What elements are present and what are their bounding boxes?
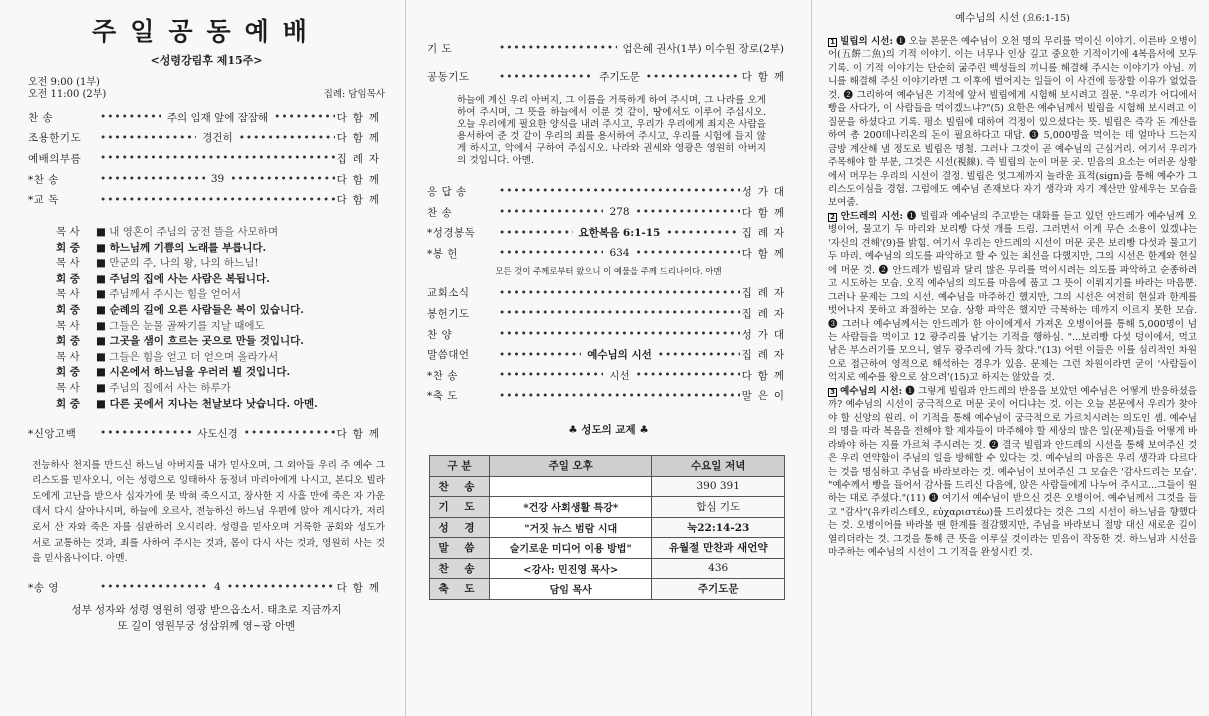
section-number-marker: 2 — [828, 213, 837, 222]
order-item — [427, 303, 790, 324]
order-detail: 주의 임재 앞에 잠잠해 — [166, 111, 269, 124]
reading-text: 주님의 집에서 사는 하루가 — [109, 381, 231, 394]
bullet-mark: ■ — [96, 366, 106, 379]
order-item — [28, 148, 385, 169]
section-heading: 예수님의 시선: — [840, 385, 903, 397]
order-leader: 다함께 — [741, 247, 791, 260]
order-label: 봉헌기도 — [427, 307, 470, 320]
reading-text: 만군의 주, 나의 왕, 나의 하느님! — [109, 257, 259, 270]
section-text: ❶ 빌립과 예수님의 주고받는 대화를 듣고 있던 안드레가 예수님께 오병이어, 물고기 두 마리와 보리빵 다섯 개를 드림. 그러면서 이게 무슨 소용이 있겠냐는 '자신의 견해'(9)를 밝힘. 여기서 우리는 안드레의 시선이 머문 곳은 보리빵 다섯과 물고기 두 마리. 예수님의 의도를 파악하고 할 수 있는 최선을 다했지만, 그의 시선은 한계와 현실에 머문 것. ❷ 안드레가 빌립과 달리 많은 무리를 먹이시려는 의도를 파악하고 순종하려고 시도하는 모습. 오직 예수님의 의도를 마음에 품고 그 뜻이 이뤄지기를 바라는 마음뿐. 그러나 문제는 그의 시선. 예수님을 마주하긴 했지만, 그의 시선은 여전히 현실과 한계를 벗어나지 못하고 좌절하는 모습. 상황 파악은 했지만 극복하는 데까지 이르지 못한 모습. ❸ 그러나 예수님께서는 안드레가 한 아이에게서 가져온 오병이어를 통해 5,000명이 넘는 사람들을 먹이고 12 광주리를 남기는 기적을 행하심. "...보리빵 다섯 덩이에서, 먹고 남은 부스러기를 모으니, 열두 광주리에 가득 찼다."(13) 어떤 이들은 이를 심리적인 차원으로 접근하여 영적으로 해석하는 경우가 있음. 문제는 그런 차원이라면 굳이 '사람들이 억지로 예수를 왕으로 삼으려'(15)고 하지는 않았을 것. — [828, 210, 1197, 384]
order-label: 찬 송 — [427, 206, 453, 219]
reader-role: 회 중 — [56, 303, 80, 316]
schedule-row-label: 축 도 — [430, 579, 490, 600]
reading-text: 그곳을 샘이 흐르는 곳으로 만들 것입니다. — [109, 335, 304, 348]
responsive-line — [56, 333, 385, 349]
bullet-mark: ■ — [96, 381, 106, 394]
reader-role: 목 사 — [56, 225, 80, 238]
service-times-row — [28, 77, 385, 101]
order-item — [28, 423, 385, 444]
bullet-mark: ■ — [96, 319, 106, 332]
order-leader: 집례자 — [741, 307, 790, 320]
schedule-row — [430, 579, 785, 600]
order-label: 예배의부름 — [28, 152, 82, 165]
schedule-row — [430, 497, 785, 518]
order-of-service-1 — [28, 107, 385, 210]
schedule-table — [429, 455, 785, 600]
section-number-marker: 1 — [828, 38, 837, 47]
sermon-header — [828, 10, 1197, 25]
responsive-line — [56, 255, 385, 271]
service-time-1: 오전 9:00 (1부) — [28, 77, 100, 88]
order-leader: 다함께 — [336, 194, 385, 207]
section-heading: 안드레의 시선: — [840, 210, 904, 222]
order-label: *찬 송 — [427, 369, 458, 382]
order-detail: 39 — [210, 173, 225, 186]
bullet-mark: ■ — [96, 335, 106, 348]
bullet-mark: ■ — [96, 257, 106, 270]
schedule-header: 구 분 — [430, 456, 490, 477]
order-detail: 주기도문 — [599, 71, 640, 84]
reading-text: 그들은 힘을 얻고 더 얻으며 올라가서 — [109, 350, 279, 363]
order-item — [427, 67, 790, 88]
schedule-row-label: 성 경 — [430, 517, 490, 538]
bullet-mark: ■ — [96, 350, 106, 363]
schedule-header: 수요일 저녁 — [652, 456, 785, 477]
reader-role: 목 사 — [56, 288, 80, 301]
responsive-reading — [28, 224, 385, 411]
order-label: *송 영 — [28, 581, 59, 594]
sunday-cell: "거짓 뉴스 범람 시대 — [490, 517, 652, 538]
page-title: 주일공동예배 — [92, 17, 321, 46]
scripture-reading: 요한복음 6:1-15 — [578, 227, 661, 240]
bulletin-column-1 — [0, 0, 405, 716]
order-item — [427, 365, 790, 386]
order-detail: 사도신경 — [197, 427, 238, 440]
order-label: 찬 양 — [427, 328, 453, 341]
reader-role: 목 사 — [56, 350, 80, 363]
schedule-row-label: 찬 송 — [430, 476, 490, 497]
order-item — [427, 202, 790, 223]
schedule-row — [430, 558, 785, 579]
apostles-creed-text: 전능하사 천지를 만드신 하느님 아버지를 내가 믿사오며, 그 외아들 우리 주 예수 그리스도를 믿사오니, 이는 성령으로 잉태하사 동정녀 마리아에게 나시고, 본디오 빌라도에게 고난을 받으사 십자가에 못 박혀 죽으시고, 장사한 지 사흘 만에 죽은 자 가운데서 다시 살아나시며, 하늘에 오르사, 전능하신 하느님 우편에 앉아 계시다가, 저리로서 산 자와 죽은 자를 심판하러 오시리라. 성령을 믿사오며 거룩한 공회와 성도가 서로 교통하는 것과, 죄를 사하여 주시는 것과, 몸이 다시 사는 것과, 영원히 사는 것을 믿사옵나이다. 아멘. — [32, 459, 385, 565]
wednesday-cell: 합심 기도 — [652, 497, 785, 518]
order-label: 응 답 송 — [427, 185, 467, 198]
order-item — [427, 344, 790, 365]
section-text: ❶ 그렇게 빌립과 안드레의 반응을 보았던 예수님은 어떻게 반응하셨을까? 예수님의 시선이 궁극적으로 머문 곳이 어디냐는 것. 이는 오늘 본문에서 우리가 찾아야 할 신앙의 원리. 이 기적을 통해 예수님이 궁극적으로 가르치시려는 의도인 셈. 예수님의 명을 따라 복음을 전해야 할 제자들이 마주해야 할 세상의 많은 일(문제)들을 어떻게 바라봐야 하는 지를 가르쳐 주시려는 것. ❷ 결국 빌립과 안드레의 시선을 통해 보여주신 것은 우리 연약함이 주님의 일을 방해할 수 있다는 것. 예수님의 마음은 우리 생각과 다르다는 것을 명심하고 주님을 바라보라는 것. 예수님이 보여주신 그 모습은 '감사드리는 모습'. "예수께서 빵을 들어서 감사를 드리신 다음에, 앉은 사람들에게 나누어 주시고...그들이 원하는 대로 주셨다."(11) ❸ 여기서 예수님이 받으신 것은 오병이어. 예수님께서 그것을 들고 "감사"(유카리스테오, εὐχαριστέω)를 드리셨다는 것은 그의 시선이 하느님을 향했다는 것. 오병이어를 바라볼 땐 한계를 절감했지만, 주님을 바라보니 절망 대신 새로운 길이 열리더라는 것. 그것을 통해 큰 뜻을 이루실 것이라는 믿음이 작동한 것. 하느님과 시선을 마주하는 예수님의 시선이 그 기적을 완성시킨 것. — [828, 385, 1197, 559]
sermon-section — [828, 385, 1197, 560]
responsive-line — [56, 364, 385, 380]
order-detail: 278 — [609, 206, 630, 219]
bullet-mark: ■ — [96, 225, 106, 238]
order-item — [28, 189, 385, 210]
reader-role: 회 중 — [56, 272, 80, 285]
order-leader: 다함께 — [741, 206, 791, 219]
order-leader: 집례자 — [741, 287, 790, 300]
schedule-header-row — [430, 456, 785, 477]
order-leader: 집례자 — [336, 152, 385, 165]
sermon-section — [828, 210, 1197, 385]
reading-text: 시온에서 하느님을 우러러 뵐 것입니다. — [109, 366, 291, 379]
reading-text: 주님께서 주시는 힘을 얻어서 — [109, 288, 241, 301]
order-label: *교 독 — [28, 194, 59, 207]
section-number-marker: 3 — [828, 388, 837, 397]
order-detail: 경건히 — [202, 132, 233, 145]
order-leader: 성가대 — [741, 185, 790, 198]
responsive-line — [56, 240, 385, 256]
sunday-cell — [490, 476, 652, 497]
wednesday-cell: 주기도문 — [652, 579, 785, 600]
sunday-cell: <강사: 민진영 목사> — [490, 558, 652, 579]
order-item — [28, 577, 385, 598]
order-item — [427, 283, 790, 304]
order-label: *성경봉독 — [427, 227, 476, 240]
order-leader: 집례자 — [741, 227, 790, 240]
order-label: 교회소식 — [427, 287, 470, 300]
section-text: ❶ 오늘 본문은 예수님이 오천 명의 무리를 먹이신 이야기. 이른바 오병이어(五餠二魚)의 기적 이야기. 이는 너무나 인상 깊고 중요한 기적이기에 4복음서에 모두 기록. 이 기적 이야기는 단순히 굶주린 백성들의 끼니를 해결해 주시는 이야기가 아님. 끼니를 해결해 주신 이야기라면 그 이후에 벌어지는 일들이 이 사건에 등장할 이유가 없었을 것. ❷ 그리하여 예수님은 기적에 앞서 빌립에게 시험해 보시려고 질문. "우리가 어디에서 빵을 사다가, 이 사람들을 먹이겠느냐?"(5) 요한은 예수님께서 빌립을 시험해 보시려고 이 질문을 하셨다고 기록. 평소 빌립에 대하여 걱정이 있으셨다는 뜻. 빌립은 즉각 돈 계산을 하여 총 200데나리온의 돈이 필요하다고 대답. ❸ 5,000명을 먹이는 데 얼마나 드는지 금방 계산해 낼 정도로 빌립은 명철. 그러나 그것이 곧 예수님의 근심거리. 여기서 우리가 주목해야 할 부분, 그것은 시선(視線). 즉 빌립의 눈이 머문 곳. 믿음의 요소는 여러운 상황에서 머무는 우리의 시선이 결정. 빌립은 엇그제까지 놀라운 표적(sign)을 통해 예수가 그리스도이심을 경험. 그럼에도 예수님 존재보다 자기 생각과 자기 계산만 앞세우는 모습을 보여줌. — [828, 36, 1197, 209]
reading-text: 순례의 길에 오른 사람들은 복이 있습니다. — [109, 303, 304, 316]
order-label: *신앙고백 — [28, 427, 77, 440]
sunday-cell: 담임 목사 — [490, 579, 652, 600]
order-leader: 다함께 — [336, 111, 385, 124]
order-label: 찬 송 — [28, 111, 54, 124]
fellowship-title: ♣ 성도의 교제 ♣ — [568, 424, 649, 437]
reader-role: 회 중 — [56, 241, 80, 254]
order-detail: 시선 — [609, 369, 630, 382]
reader-role: 회 중 — [56, 397, 80, 410]
order-label: 기 도 — [427, 42, 453, 55]
order-item — [427, 243, 790, 264]
order-leader: 다함께 — [336, 132, 385, 145]
reading-text: 다른 곳에서 지나는 천날보다 낫습니다. 아멘. — [109, 397, 318, 410]
schedule-header: 주일 오후 — [490, 456, 652, 477]
wednesday-cell: 436 — [652, 558, 785, 579]
order-label: 조용한기도 — [28, 132, 82, 145]
responsive-line — [56, 302, 385, 318]
doxology-line: 또 길이 영원무궁 성삼위께 영~광 아멘 — [117, 620, 296, 633]
sermon-reference: (요6:1-15) — [1022, 13, 1070, 24]
order-detail: 634 — [609, 247, 630, 260]
sermon-title: 예수님의 시선 — [955, 12, 1020, 24]
responsive-line — [56, 396, 385, 412]
sunday-cell: 슬기로운 미디어 이용 방법" — [490, 538, 652, 559]
order-item — [427, 181, 790, 202]
wednesday-cell: 눅22:14-23 — [652, 517, 785, 538]
bullet-mark: ■ — [96, 241, 106, 254]
reading-text: 내 영혼이 주님의 궁전 뜰을 사모하며 — [109, 225, 279, 238]
order-label: *찬 송 — [28, 173, 59, 186]
reader-role: 목 사 — [56, 319, 80, 332]
schedule-row — [430, 476, 785, 497]
schedule-row — [430, 538, 785, 559]
order-leader: 말은이 — [741, 390, 790, 403]
bullet-mark: ■ — [96, 288, 106, 301]
order-item — [28, 107, 385, 128]
reader-role: 목 사 — [56, 257, 80, 270]
lords-prayer-text: 하늘에 계신 우리 아버지, 그 이름을 거룩하게 하여 주시며, 그 나라를 오게 하여 주시며, 그 뜻을 하늘에서 이룬 것 같이, 땅에서도 이루어 주십시오. 오늘 우리에게 필요한 양식을 내려 주시고, 우리가 우리에게 죄지은 사람을 용서하여 준 것 같이 우리의 죄를 용서하여 주시고, 우리를 시험에 들지 않게 하시고, 악에서 구하여 주십시오. 나라와 권세와 영광은 영원히 아버지의 것입니다. 아멘. — [457, 95, 766, 167]
reading-text: 하느님께 기쁨의 노래를 부릅니다. — [109, 241, 267, 254]
bullet-mark: ■ — [96, 272, 106, 285]
page-subtitle: <성령강림후 제15주> — [150, 54, 263, 67]
order-item — [427, 324, 790, 345]
order-leader: 다함께 — [336, 427, 386, 440]
presider: 집례: 담임목사 — [323, 89, 385, 100]
order-leader: 다함께 — [336, 173, 385, 186]
schedule-row-label: 기 도 — [430, 497, 490, 518]
sermon-section — [828, 35, 1197, 210]
schedule-row — [430, 517, 785, 538]
wednesday-cell: 390 391 — [652, 476, 785, 497]
section-heading: 빌립의 시선: — [840, 36, 893, 47]
offering-note: 모든 것이 주께로부터 왔으니 이 예물을 주께 드리나이다. 아멘 — [495, 265, 722, 276]
order-leader: 다함께 — [741, 369, 791, 382]
sermon-body — [828, 35, 1197, 560]
responsive-line — [56, 380, 385, 396]
order-leader: 성가대 — [741, 328, 790, 341]
reading-text: 주님의 집에 사는 사람은 복됩니다. — [109, 272, 270, 285]
schedule-row-label: 말 씀 — [430, 538, 490, 559]
reader-role: 회 중 — [56, 335, 80, 348]
service-time-2: 오전 11:00 (2부) — [28, 89, 107, 100]
order-item — [427, 222, 790, 243]
responsive-line — [56, 224, 385, 240]
order-item — [28, 169, 385, 190]
reading-text: 그들은 눈물 골짜기를 지날 때에도 — [109, 319, 265, 332]
sermon-title-entry: 예수님의 시선 — [587, 349, 652, 362]
order-label: *봉 헌 — [427, 247, 458, 260]
order-leader: 집례자 — [741, 349, 791, 362]
doxology-line: 성부 성자와 성령 영원히 영광 받으옵소서. 태초로 지금까지 — [71, 604, 342, 617]
bullet-mark: ■ — [96, 303, 106, 316]
doxology — [28, 603, 385, 634]
schedule-row-label: 찬 송 — [430, 558, 490, 579]
order-item — [427, 38, 790, 59]
bulletin-column-2 — [405, 0, 810, 716]
responsive-line — [56, 318, 385, 334]
responsive-line — [56, 271, 385, 287]
order-item — [28, 128, 385, 149]
order-detail: 엄은혜 권사(1부) 이수원 장로(2부) — [622, 42, 784, 55]
order-label: 공동기도 — [427, 71, 470, 84]
order-item — [427, 386, 790, 407]
order-label: *축 도 — [427, 390, 458, 403]
responsive-line — [56, 349, 385, 365]
wednesday-cell: 유월절 만찬과 새언약 — [652, 538, 785, 559]
responsive-line — [56, 286, 385, 302]
sunday-cell: *건강 사회생활 특강* — [490, 497, 652, 518]
reader-role: 회 중 — [56, 366, 80, 379]
order-leader: 다함께 — [336, 581, 385, 594]
reader-role: 목 사 — [56, 381, 80, 394]
order-label: 말씀대언 — [427, 349, 470, 362]
order-leader: 다함께 — [741, 71, 791, 84]
bulletin-column-3 — [812, 0, 1209, 716]
bullet-mark: ■ — [96, 397, 106, 410]
order-detail: 4 — [214, 581, 221, 594]
